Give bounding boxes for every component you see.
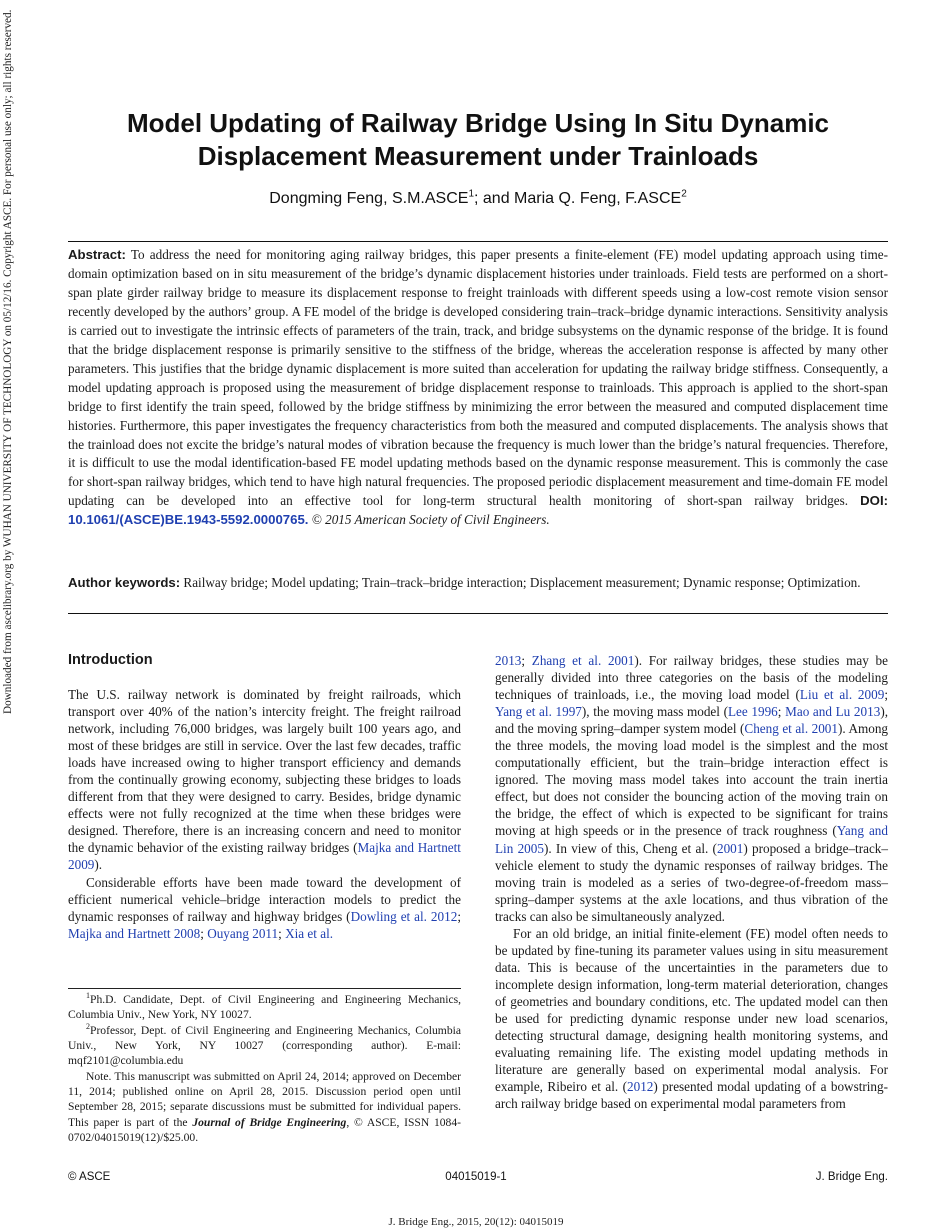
citation-link[interactable]: Majka and Hartnett 2009 bbox=[68, 840, 461, 873]
footnotes bbox=[68, 992, 461, 1145]
citation-link[interactable]: 2012 bbox=[627, 1079, 654, 1095]
intro-paragraph-2-cont: 2013; Zhang et al. 2001). For railway bridges, these studies may be generally divided into three categories on the basis of the modeling techniques of trainloads, i.e., the moving load model (Liu et al. 2009; Yang et al. 1997), the moving mass model (Lee 1996; Mao and Lu 2013), and the moving spring–damper system model (Cheng et al. 2001). Among the three models, the moving load model is the simplest and the most computationally efficient, but the train–bridge interaction effect is ignored. The moving mass model takes into account the train inertia effect, but does not consider the bouncing action of the moving train on the bridge, the effect of which is expected to be significant for trains moving at high speeds or in the presence of track roughness (Yang and Lin 2005). In view of this, Cheng et al. (2001) proposed a bridge–track–vehicle element to study the dynamic responses of railway bridges. The moving train is modeled as a series of two-degree-of-freedom mass–spring–damper systems at the axle locations, and thus vibration of the tracks can also be simultaneously analyzed. bbox=[495, 653, 889, 924]
citation-link[interactable]: 2013 bbox=[495, 653, 522, 668]
citation-link[interactable]: Zhang et al. 2001 bbox=[531, 653, 635, 668]
abstract-copyright: © 2015 American Society of Civil Engineers. bbox=[311, 512, 550, 528]
author-2-affil: 2 bbox=[681, 188, 687, 200]
submission-note: Note. This manuscript was submitted on April 24, 2014; approved on December 11, 2014; published online on April 28, 2015. Discussion period open until September 28, 2015; separate discussions must be submitted for individual papers. This paper is part of the Journal of Bridge Engineering, © ASCE, ISSN 1084-0702/04015019(12)/$25.00. bbox=[68, 1069, 462, 1145]
author-line bbox=[68, 188, 888, 210]
abstract-label: Abstract: bbox=[68, 247, 126, 262]
citation-link[interactable]: Cheng et al. 2001 bbox=[744, 721, 838, 737]
footer-publisher: © ASCE bbox=[68, 1171, 111, 1183]
footnote-1: $^1$Ph.D. Candidate, Dept. of Civil Engineering and Engineering Mechanics, Columbia Univ., New York, NY 10027. bbox=[68, 991, 461, 1022]
download-notice: Downloaded from ascelibrary.org by WUHAN UNIVERSITY OF TECHNOLOGY on 05/12/16. Copyright ASCE. For personal use only; all rights reserved. bbox=[2, 10, 14, 715]
right-column bbox=[495, 652, 888, 1112]
keywords-bottom-rule bbox=[68, 613, 888, 614]
footer-journal: J. Bridge Eng. bbox=[815, 1171, 888, 1183]
keywords-text: Railway bridge; Model updating; Train–track–bridge interaction; Displacement measurement; Dynamic response; Optimization. bbox=[183, 575, 861, 590]
abstract-top-rule bbox=[68, 241, 888, 242]
author-keywords bbox=[68, 573, 888, 592]
doi-label: DOI: bbox=[860, 493, 888, 509]
keywords-label: Author keywords: bbox=[68, 575, 181, 590]
footer-citation: J. Bridge Eng., 2015, 20(12): 04015019 bbox=[388, 1216, 564, 1228]
citation-link[interactable]: Xia et al. bbox=[285, 925, 334, 941]
citation-link[interactable]: Liu et al. 2009 bbox=[799, 687, 885, 703]
citation-link[interactable]: Majka and Hartnett 2008 bbox=[68, 925, 201, 941]
intro-paragraph-3: For an old bridge, an initial finite-element (FE) model often needs to be updated by fine-tuning its parameter values using in situ measurement data. This is because of the uncertainties in the parameters due to incomplete design information, long-term material deterioration, changes of geometries and boundary conditions, etc. The updated model can then be used for predicting dynamic response under new load scenarios, detecting structural damage, designing health monitoring systems, and evaluating remaining life. The existing model updating methods in literature are generally based on experimental modal analysis. For example, Ribeiro et al. (2012) presented modal updating of a bowstring-arch railway bridge based on experimental modal parameters from bbox=[495, 925, 889, 1112]
author-1-affil: 1 bbox=[468, 188, 474, 200]
citation-link[interactable]: Yang and Lin 2005 bbox=[495, 823, 888, 856]
section-heading-introduction: Introduction bbox=[68, 652, 153, 668]
author-2: ; and Maria Q. Feng, F.ASCE bbox=[474, 190, 682, 207]
footnote-rule bbox=[68, 988, 461, 989]
citation-link[interactable]: Lee 1996 bbox=[727, 704, 778, 720]
paper-title: Model Updating of Railway Bridge Using In Situ Dynamic Displacement Measurement under Trainloads bbox=[126, 108, 830, 171]
footer-page-id: 04015019-1 bbox=[445, 1171, 507, 1183]
doi-link[interactable]: 10.1061/(ASCE)BE.1943-5592.0000765. bbox=[68, 512, 309, 528]
abstract-text: To address the need for monitoring aging railway bridges, this paper presents a finite-element (FE) model updating approach using time-domain optimization based on in situ measurement of the bridge’s dynamic displacement histories under trainloads. Field tests are performed on a short-span plate girder railway bridge to measure its displacement response to freight trainloads with different speeds using a low-cost remote vision sensor recently developed by the authors’ group. A FE model of the bridge is developed considering train–track–bridge dynamic interactions. Sensitivity analysis is carried out to investigate the intrinsic effects of parameters of the train, track, and bridge subsystems on the dynamic response of the bridge. It is found that the bridge displacement response is primarily sensitive to the stiffness of the bridge, whereas the acceleration response is affected by many other parameters. This justifies that the bridge dynamic displacement is more suited than acceleration for updating the railway bridge stiffness. Consequently, a model updating approach is proposed using the measurement of bridge displacement response to trainloads. This approach is applied to the short-span bridge to first identify the train speed, followed by the bridge stiffness by minimizing the error between the measured and computed displacement time histories. Furthermore, this paper investigates the frequency characteristics from both the measured and computed displacements. The analysis shows that the trainload does not excite the bridge’s natural modes of vibration because the frequency is much lower than the bridge’s natural frequencies. Therefore, it is difficult to use the modal identification-based FE model updating methods based on the dynamic response measurement. This is commonly the case for short-span railway bridges, which tend to have high natural frequencies. The proposed periodic displacement measurement and time-domain FE model updating can be developed into an effective tool for long-term structural health monitoring of short-span railway bridges. bbox=[68, 247, 888, 509]
citation-link[interactable]: Yang et al. 1997 bbox=[495, 704, 582, 720]
intro-paragraph-2: Considerable efforts have been made toward the development of efficient numerical vehicle–bridge interaction models to predict the dynamic responses of railway and highway bridges (Dowling et al. 2012; Majka and Hartnett 2008; Ouyang 2011; Xia et al. bbox=[68, 874, 461, 941]
intro-paragraph-1: The U.S. railway network is dominated by freight railroads, which transport over 40% of the nation’s intercity freight. The freight railroad network, including 76,000 bridges, was largely built 100 years ago, and most of these bridges are still in service. Over the last few decades, traffic loads have increased owing to higher transport efficiency and demands from the continually growing economy, subjecting these bridges to loads different from that they were designed to carry. Besides, bridge dynamic effects were not fully recognized at the time when these bridges were designed. Therefore, there is an increasing concern and need to monitor the dynamic behavior of the existing railway bridges (Majka and Hartnett 2009). bbox=[68, 687, 461, 873]
journal-name: Journal of Bridge Engineering bbox=[192, 1115, 347, 1129]
abstract bbox=[68, 246, 888, 530]
citation-link[interactable]: Mao and Lu 2013 bbox=[785, 704, 881, 720]
citation-link[interactable]: Dowling et al. 2012 bbox=[350, 908, 458, 924]
footnote-2: $^2$Professor, Dept. of Civil Engineering and Engineering Mechanics, Columbia Univ., New York, NY 10027 (corresponding author). E-mail: mqf2101@columbia.edu bbox=[68, 1021, 461, 1068]
citation-link[interactable]: Ouyang 2011 bbox=[207, 925, 279, 941]
left-column bbox=[68, 686, 461, 942]
citation-link[interactable]: 2001 bbox=[716, 840, 744, 856]
author-1: Dongming Feng, S.M.ASCE bbox=[269, 190, 469, 207]
